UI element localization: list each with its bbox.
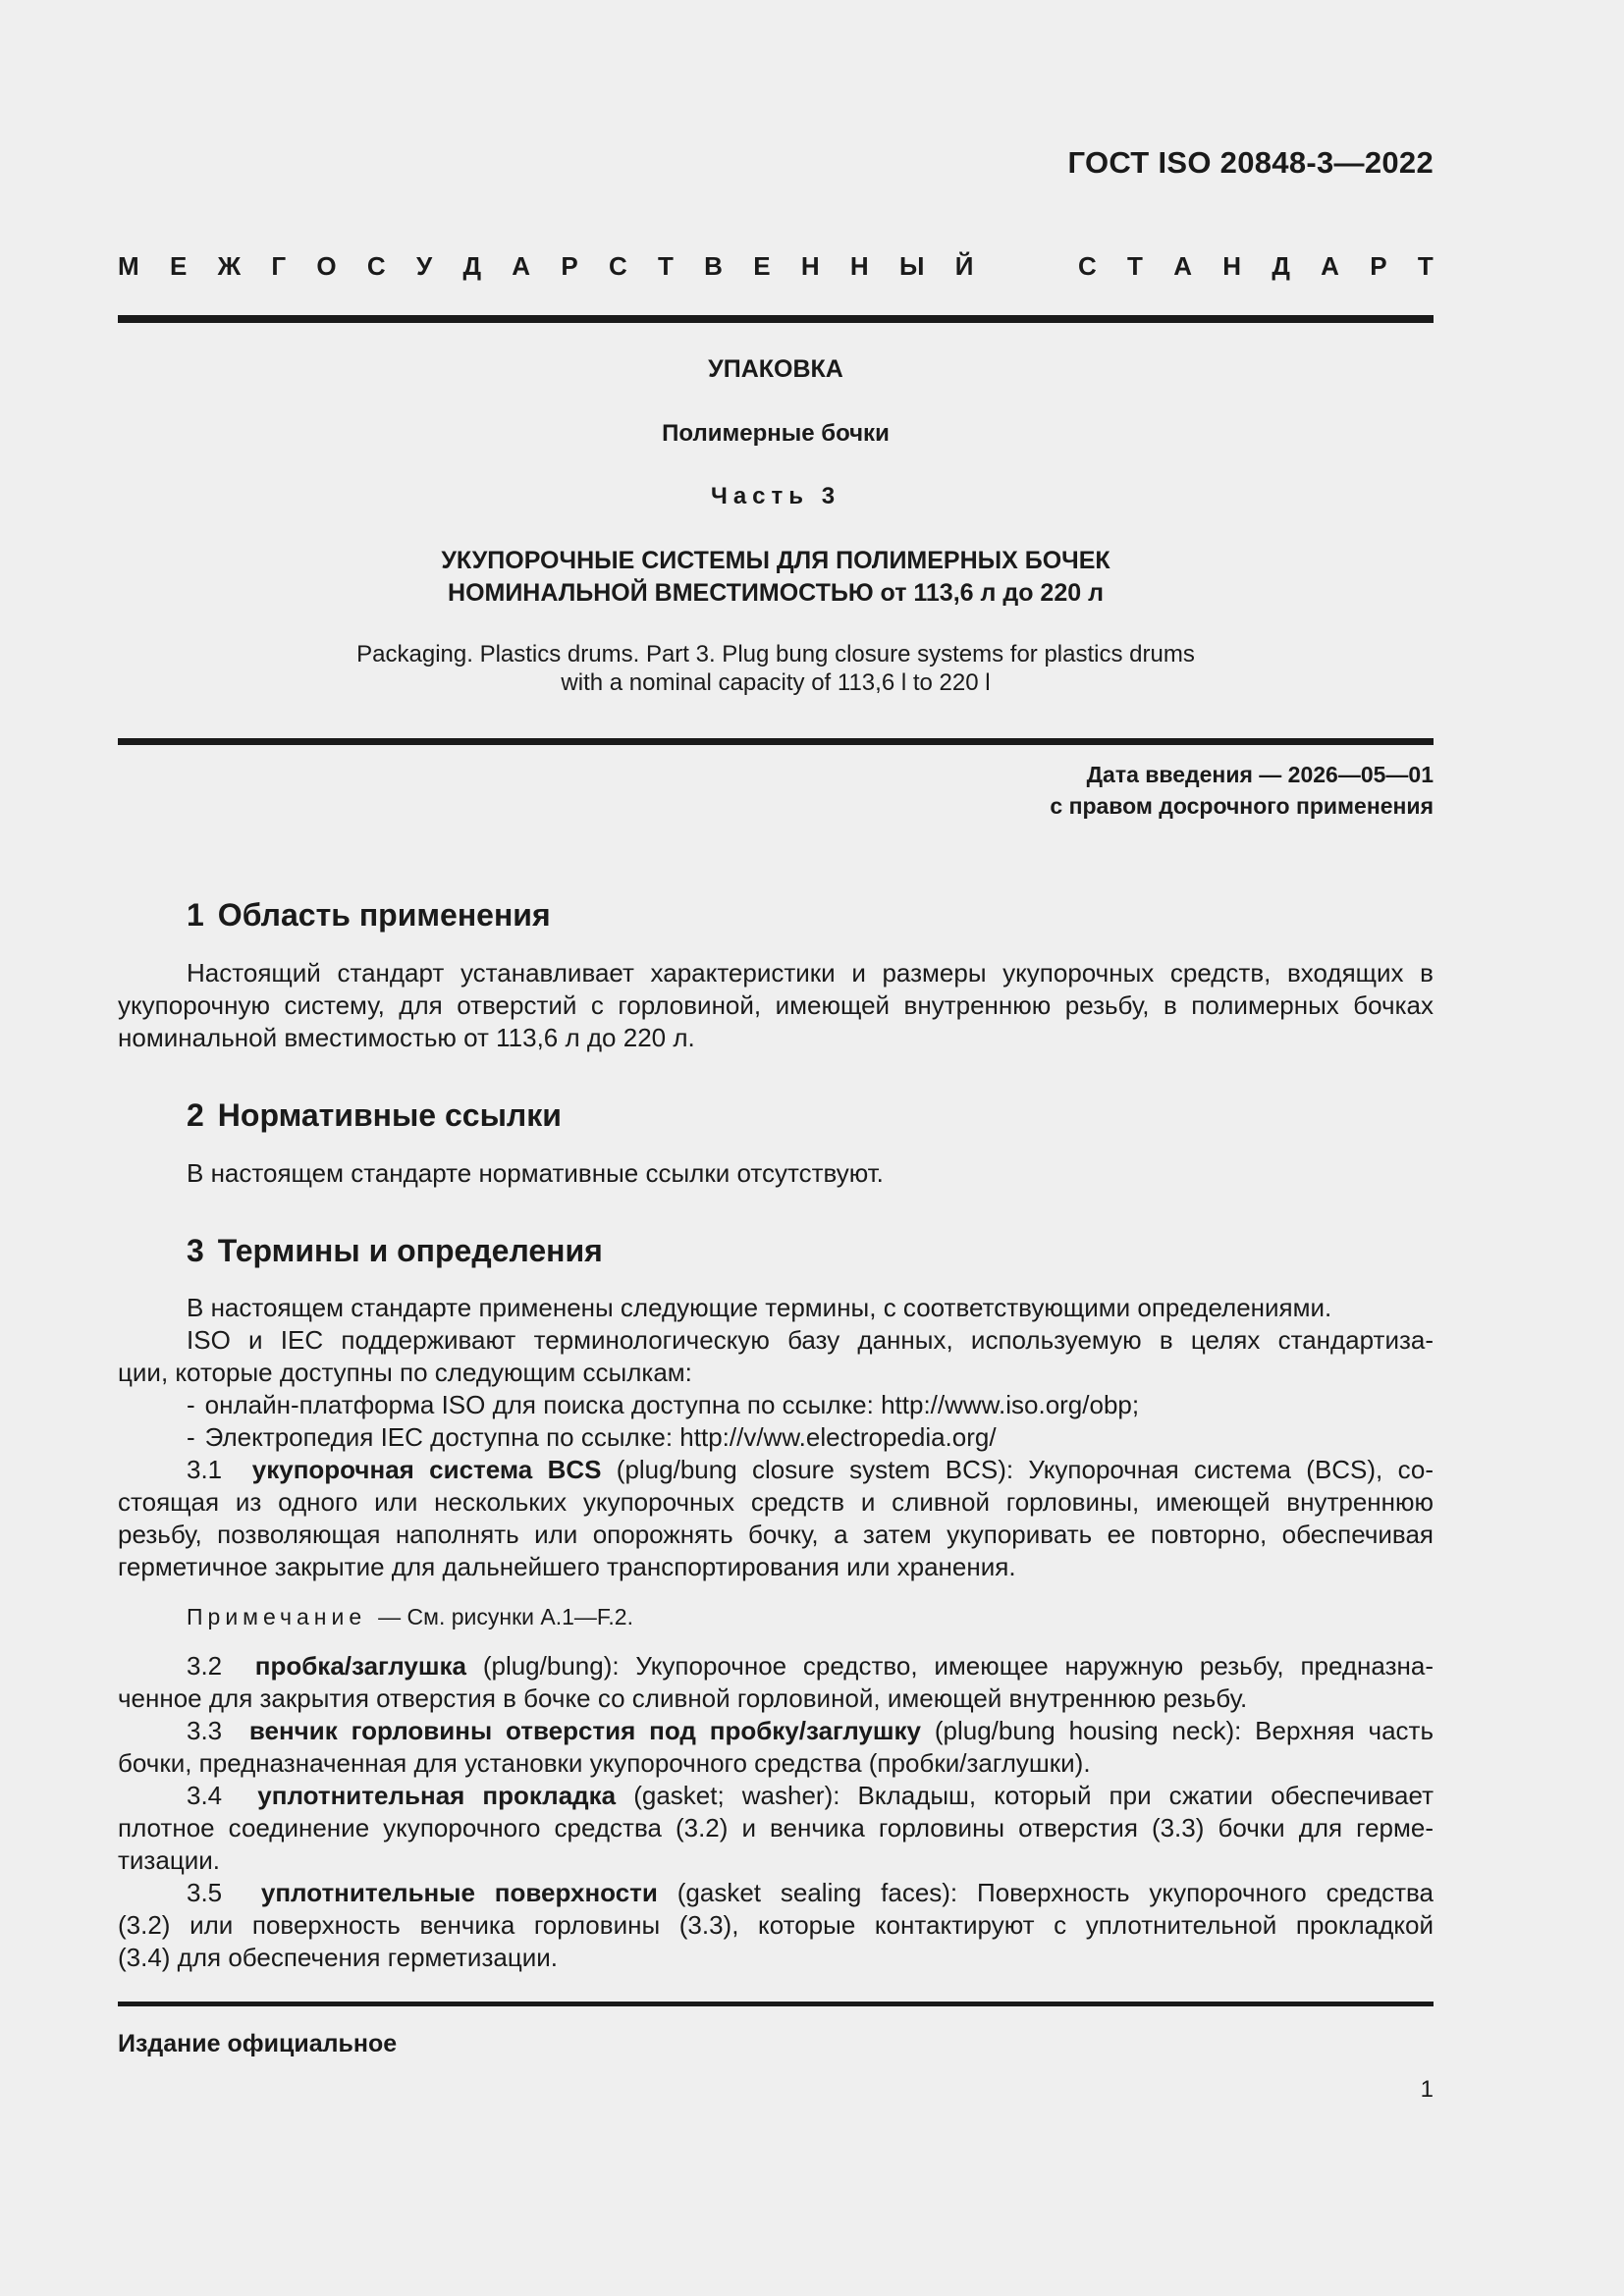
heading-letter: Е xyxy=(169,251,188,281)
heading-letter: М xyxy=(118,251,139,281)
heading-letter: Р xyxy=(561,251,578,281)
heading-letter: Т xyxy=(1417,251,1434,281)
note xyxy=(187,1604,633,1630)
heading-letter: В xyxy=(704,251,723,281)
date-line-2: с правом досрочного применения xyxy=(1050,793,1434,819)
title-bottom-rule xyxy=(118,738,1434,745)
title-sub: Полимерные бочки xyxy=(662,420,890,447)
term-3-3: 3.3 венчик горловины отверстия под пробку/заглушку (plug/bung housing neck): Верхняя часть xyxy=(187,1716,1434,1745)
english-title-line-1: Packaging. Plastics drums. Part 3. Plug bung closure systems for plastics drums xyxy=(356,641,1195,667)
heading-letter: Н xyxy=(1222,251,1242,281)
date-line-1: Дата введения — 2026—05—01 xyxy=(1086,762,1434,787)
title-line-1: УКУПОРОЧНЫЕ СИСТЕМЫ ДЛЯ ПОЛИМЕРНЫХ БОЧЕК xyxy=(441,547,1110,574)
heading-letter: А xyxy=(1173,251,1192,281)
text-line: (3.4) для обеспечения герметизации. xyxy=(118,1943,558,1972)
text-line: В настоящем стандарте применены следующие термины, с соответствующими определениями. xyxy=(187,1293,1332,1322)
list-item: - онлайн-платформа ISO для поиска доступна по ссылке: http://www.iso.org/obp; xyxy=(187,1390,1140,1419)
section-title: Нормативные ссылки xyxy=(217,1097,562,1133)
text-line: резьбу, позволяющая наполнять или опорожнять бочку, а затем укупоривать ее повторно, обеспечивая xyxy=(118,1520,1434,1549)
section-2-heading xyxy=(187,1097,562,1134)
section-number: 1 xyxy=(187,897,204,933)
section-number: 3 xyxy=(187,1233,204,1268)
text-line: укупорочную систему, для отверстий с горловиной, имеющей внутреннюю резьбу, в полимерных бочках xyxy=(118,990,1434,1020)
heading-letter: Т xyxy=(1127,251,1143,281)
section-1-heading xyxy=(187,897,551,934)
word-gap xyxy=(1004,251,1048,282)
text-line: бочки, предназначенная для установки укупорочного средства (пробки/заглушки). xyxy=(118,1748,1091,1778)
note-label: Примечание xyxy=(187,1604,367,1629)
section-3-body xyxy=(118,1292,1434,1583)
official-edition-label: Издание официальное xyxy=(118,2030,398,2057)
text-line: ISO и IEC поддерживают терминологическую базу данных, используемую в целях стандартиза- xyxy=(187,1325,1434,1355)
heading-letter: Й xyxy=(954,251,974,281)
heading-letter: Ы xyxy=(898,251,925,281)
text-line: Настоящий стандарт устанавливает характеристики и размеры укупорочных средств, входящих в xyxy=(187,958,1434,988)
title-line-2: НОМИНАЛЬНОЙ ВМЕСТИМОСТЬЮ от 113,6 л до 220 л xyxy=(448,579,1104,607)
text-line: (3.2) или поверхность венчика горловины (3.3), которые контактируют с уплотнительной прокладкой xyxy=(118,1910,1434,1940)
heading-letter: Ж xyxy=(217,251,242,281)
term-3-2: 3.2 пробка/заглушка (plug/bung): Укупорочное средство, имеющее наружную резьбу, предназна- xyxy=(187,1651,1434,1681)
heading-letter: С xyxy=(366,251,386,281)
heading-letter: Д xyxy=(462,251,481,281)
heading-letter: С xyxy=(1077,251,1097,281)
section-3-heading xyxy=(187,1233,603,1269)
english-title-line-2: with a nominal capacity of 113,6 l to 220 l xyxy=(561,669,991,696)
heading-letter: Т xyxy=(658,251,674,281)
heading-letter: А xyxy=(512,251,531,281)
text-line: герметичное закрытие для дальнейшего транспортирования или хранения. xyxy=(118,1552,1016,1581)
heading-letter: Д xyxy=(1272,251,1290,281)
section-number: 2 xyxy=(187,1097,204,1133)
title-main: УПАКОВКА xyxy=(708,355,843,383)
list-item: - Электропедия IEC доступна по ссылке: http://v/ww.electropedia.org/ xyxy=(187,1422,997,1452)
heading-letter: О xyxy=(316,251,337,281)
top-rule xyxy=(118,315,1434,323)
heading-letter: Н xyxy=(800,251,820,281)
section-1-paragraph xyxy=(118,957,1434,1054)
section-2-paragraph xyxy=(118,1157,1434,1190)
term-3-4: 3.4 уплотнительная прокладка (gasket; washer): Вкладыш, который при сжатии обеспечивает xyxy=(187,1781,1435,1810)
heading-letter: А xyxy=(1321,251,1339,281)
introduction-date xyxy=(1050,759,1434,822)
section-3-terms xyxy=(118,1650,1434,1974)
section-title: Область применения xyxy=(217,897,551,933)
text-line: В настоящем стандарте нормативные ссылки отсутствуют. xyxy=(187,1158,884,1188)
heading-letter: Р xyxy=(1370,251,1387,281)
heading-letter: У xyxy=(415,251,433,281)
text-line: ции, которые доступны по следующим ссылкам: xyxy=(118,1358,692,1387)
text-line: ченное для закрытия отверстия в бочке со сливной горловиной, имеющей внутреннюю резьбу. xyxy=(118,1683,1248,1713)
interstate-standard-heading xyxy=(118,251,1434,282)
text-line: тизации. xyxy=(118,1845,220,1875)
footer-rule xyxy=(118,2002,1434,2006)
heading-letter: Е xyxy=(753,251,771,281)
term-3-1: 3.1 укупорочная система BCS (plug/bung closure system BCS): Укупорочная система (BCS), со- xyxy=(187,1455,1434,1484)
page-number: 1 xyxy=(1420,2076,1434,2103)
heading-letter: Н xyxy=(849,251,869,281)
title-part: Часть 3 xyxy=(710,483,841,509)
heading-letter: С xyxy=(608,251,627,281)
text-line: плотное соединение укупорочного средства (3.2) и венчика горловины отверстия (3.3) бочки для герме- xyxy=(118,1813,1434,1842)
standard-code: ГОСТ ISO 20848-3—2022 xyxy=(1067,145,1434,180)
text-line: стоящая из одного или нескольких укупорочных средств и сливной горловины, имеющей внутреннюю xyxy=(118,1487,1434,1517)
note-text: — См. рисунки А.1—F.2. xyxy=(378,1604,633,1629)
text-line: номинальной вместимостью от 113,6 л до 220 л. xyxy=(118,1023,695,1052)
term-3-5: 3.5 уплотнительные поверхности (gasket sealing faces): Поверхность укупорочного средства xyxy=(187,1878,1434,1907)
section-title: Термины и определения xyxy=(217,1233,603,1268)
heading-letter: Г xyxy=(271,251,287,281)
